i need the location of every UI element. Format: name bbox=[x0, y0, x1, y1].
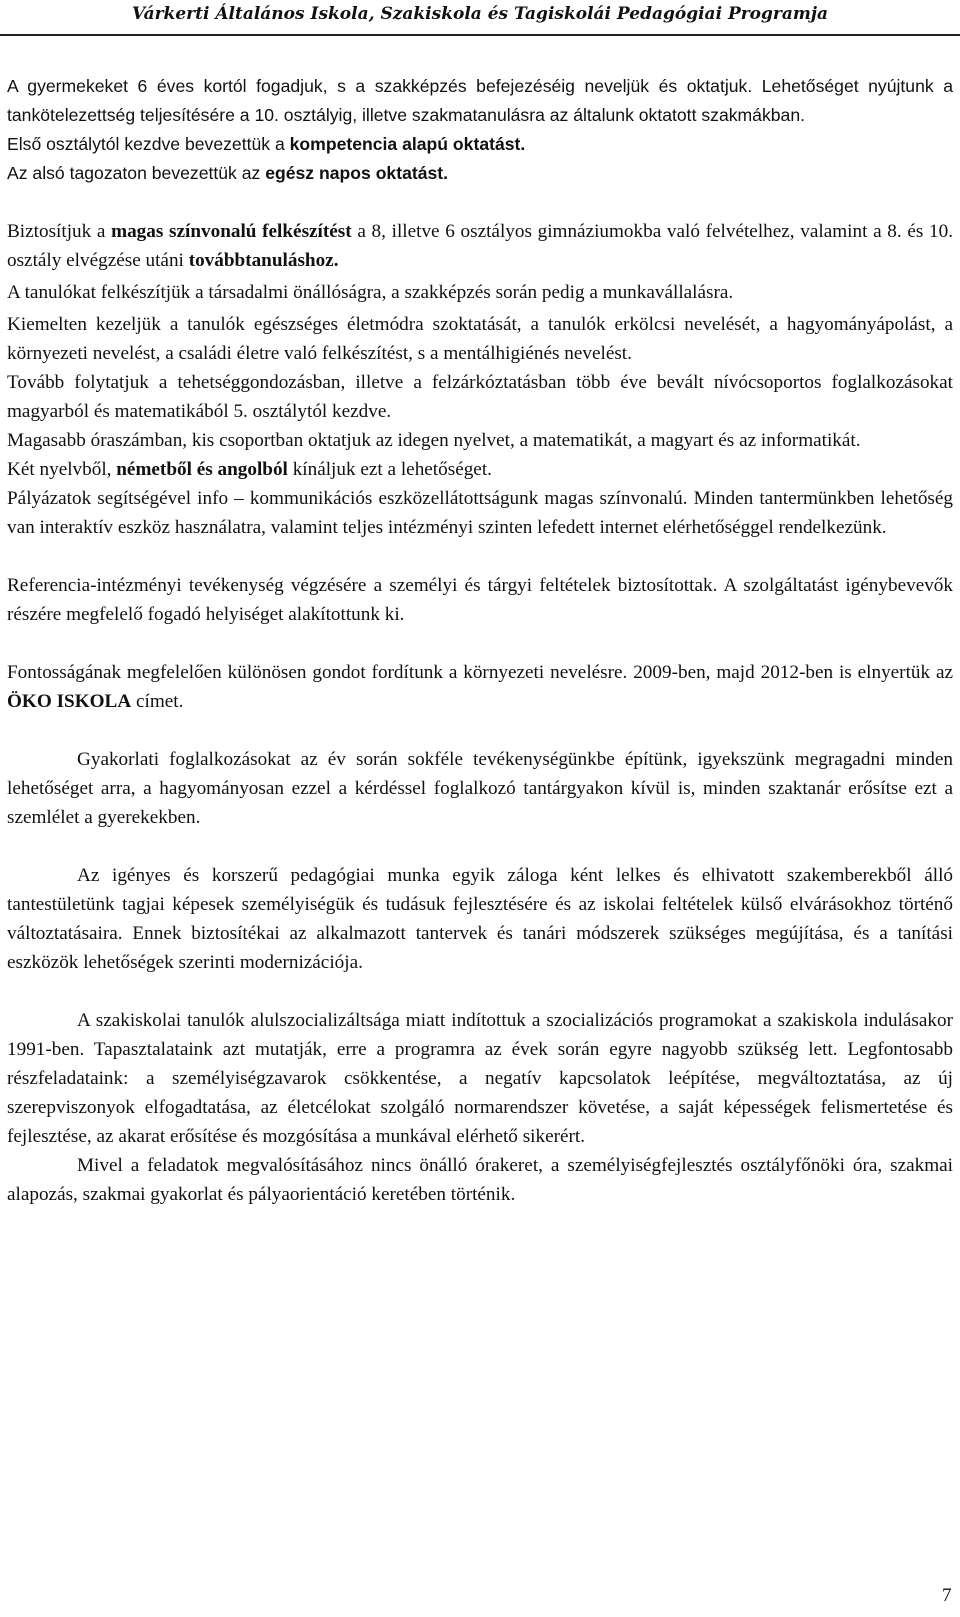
intro-allday-bold: egész napos oktatást. bbox=[265, 163, 449, 183]
preparation-bold-1: magas színvonalú felkészítést bbox=[111, 221, 352, 242]
page-number: 7 bbox=[942, 1585, 952, 1606]
spacer bbox=[7, 716, 953, 745]
spacer bbox=[7, 977, 953, 1006]
eco-text-2: címet. bbox=[131, 691, 184, 712]
paragraph-practical: Gyakorlati foglalkozásokat az év során sokféle tevékenységünkbe építünk, igyekszünk megragadni minden lehetőséget arra, a hagyományosan ezzel a kérdéssel foglalkozó tantárgyakon kívül is, minden szaktanár erősítse ezt a szemlélet a gyerekekben. bbox=[7, 749, 953, 828]
preparation-text-1: Biztosítjuk a bbox=[7, 221, 112, 242]
languages-bold: németből és angolból bbox=[116, 459, 288, 480]
paragraph-languages bbox=[7, 455, 953, 484]
paragraph-reference: Referencia-intézményi tevékenység végzésére a személyi és tárgyi feltételek biztosítottak. A szolgáltatást igénybevevők részére megfelelő fogadó helyiséget alakítottunk ki. bbox=[7, 575, 953, 625]
paragraph-preparation bbox=[7, 217, 953, 275]
paragraph-independence: A tanulókat felkészítjük a társadalmi önállóságra, a szakképzés során pedig a munkavállalásra. bbox=[7, 282, 734, 303]
spacer bbox=[7, 629, 953, 658]
paragraph-health: Kiemelten kezeljük a tanulók egészséges életmódra szoktatását, a tanulók erkölcsi nevelését, a hagyományápolást, a környezeti nevelést, a családi életre való felkészítést, s a mentálhigiénés nevelést. bbox=[7, 314, 953, 364]
preparation-text-2: a 8, illetve 6 osztályos gimnáziumokba való felvételhez, valamint a 8. és 10. osztály elvégzése utáni bbox=[7, 221, 954, 271]
document-body bbox=[7, 72, 953, 1209]
languages-text-1: Két nyelvből, bbox=[7, 459, 117, 480]
paragraph-staff: Az igényes és korszerű pedagógiai munka egyik záloga ként lelkes és elhivatott szakemberekből álló tantestületünk tagjai képesek személyiségük és tudásuk fejlesztésére és az iskolai feltételek külső elvárásokhoz történő változtatásaira. Ennek biztosítékai az alkalmazott tantervek és tanári módszerek szükséges megújítása, és a tanítási eszközök lehetőségek szerinti modernizációja. bbox=[7, 865, 953, 973]
intro-paragraph-competency bbox=[7, 130, 953, 159]
header-divider bbox=[0, 34, 960, 36]
languages-text-2: kínáljuk ezt a lehetőséget. bbox=[287, 459, 492, 480]
paragraph-personality: Mivel a feladatok megvalósításához nincs önálló órakeret, a személyiségfejlesztés osztályfőnöki óra, szakmai alapozás, szakmai gyakorlat és pályaorientáció keretében történik. bbox=[7, 1155, 953, 1205]
intro-competency-bold: kompetencia alapú oktatást. bbox=[289, 134, 526, 154]
intro-paragraph-allday bbox=[7, 159, 953, 188]
intro-allday-text: Az alsó tagozaton bevezettük az bbox=[7, 163, 266, 183]
intro-competency-text: Első osztálytól kezdve bevezettük a bbox=[7, 134, 290, 154]
paragraph-talent: Tovább folytatjuk a tehetséggondozásban, illetve a felzárkóztatásban több éve bevált nívócsoportos foglalkozásokat magyarból és matematikából 5. osztálytól kezdve. bbox=[7, 372, 953, 422]
paragraph-ict: Pályázatok segítségével info – kommunikációs eszközellátottságunk magas színvonalú. Minden tantermünkben lehetőség van interaktív eszköz használatra, valamint teljes intézményi szinten lefedett internet elérhetőséggel rendelkezünk. bbox=[7, 488, 953, 538]
eco-text-1: Fontosságának megfelelően különösen gondot fordítunk a környezeti nevelésre. 2009-ben, majd 2012-ben is elnyertük az bbox=[7, 662, 953, 683]
page-header-title: Várkerti Általános Iskola, Szakiskola és Tagiskolái Pedagógiai Programja bbox=[131, 4, 829, 24]
spacer bbox=[7, 542, 953, 571]
paragraph-eco-school bbox=[7, 658, 953, 716]
spacer bbox=[7, 832, 953, 861]
paragraph-languages-math: Magasabb óraszámban, kis csoportban oktatjuk az idegen nyelvet, a matematikát, a magyart és az informatikát. bbox=[7, 430, 861, 451]
eco-bold: ÖKO ISKOLA bbox=[7, 691, 132, 712]
intro-paragraph-admission: A gyermekeket 6 éves kortól fogadjuk, s a szakképzés befejezéséig neveljük és oktatjuk. Lehetőséget nyújtunk a tankötelezettség teljesítésére a 10. osztályig, illetve szakmatanulásra az általunk oktatott szakmákban. bbox=[7, 76, 953, 125]
paragraph-socialization: A szakiskolai tanulók alulszocializáltsága miatt indítottuk a szocializációs programokat a szakiskola indulásakor 1991-ben. Tapasztalataink azt mutatják, erre a programra az évek során egyre nagyobb szükség lett. Legfontosabb részfeladataink: a személyiségzavarok csökkentése, a negatív kapcsolatok leépítése, megváltoztatása, az új szerepviszonyok elfogadtatása, az életcélokat szolgáló normarendszer követése, a saját képességek felismertetése és fejlesztése, az akarat erősítése és mozgósítása a munkával elérhető sikerért. bbox=[7, 1010, 953, 1147]
preparation-bold-2: továbbtanuláshoz. bbox=[188, 250, 339, 271]
spacer bbox=[7, 188, 953, 217]
